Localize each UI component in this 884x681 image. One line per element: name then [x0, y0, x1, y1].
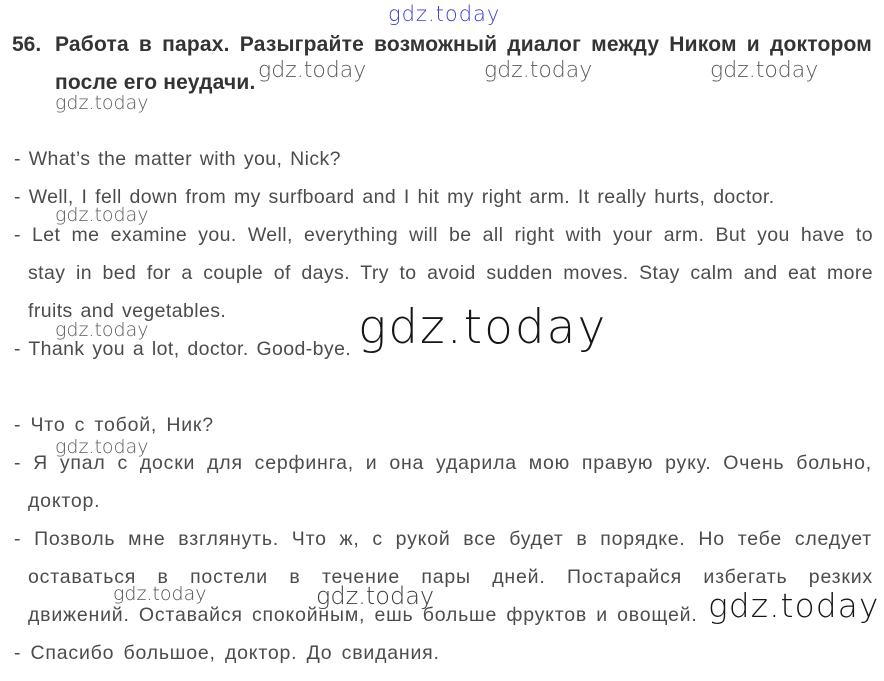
- dialog-en-line-5: fruits and vegetables.: [28, 300, 227, 322]
- dialog-en-line-2: - Well, I fell down from my surfboard and I hit my right arm. It really hurts, doctor.: [14, 186, 775, 208]
- dialog-en-line-4: stay in bed for a couple of days. Try to avoid sudden moves. Stay calm and eat more: [28, 262, 873, 284]
- dialog-ru-line-1: - Что с тобой, Ник?: [14, 414, 214, 436]
- dialog-ru-line-3: доктор.: [28, 490, 101, 512]
- watermark-gdz-today-large-right: gdz.today: [708, 586, 880, 625]
- dialog-ru-line-5: оставаться в постели в течение пары дней. Постарайся избегать резких: [28, 566, 873, 588]
- dialog-ru-line-7: - Спасибо большое, доктор. До свидания.: [14, 642, 440, 664]
- task-number: 56.: [12, 33, 42, 56]
- dialog-ru-line-6: движений. Оставайся спокойным, ешь больше фруктов и овощей.: [28, 604, 698, 626]
- watermark-gdz-today-small-3: gdz.today: [55, 319, 149, 341]
- watermark-gdz-today-top: gdz.today: [388, 2, 501, 26]
- task-title-line-1: Работа в парах. Разыграйте возможный диалог между Ником и доктором: [55, 33, 872, 56]
- watermark-gdz-today-small-2: gdz.today: [55, 204, 149, 226]
- watermark-gdz-today-row-3: gdz.today: [710, 58, 819, 83]
- dialog-en-line-3: - Let me examine you. Well, everything will be all right with your arm. But you have to: [14, 224, 873, 246]
- dialog-ru-line-4: - Позволь мне взглянуть. Что ж, с рукой все будет в порядке. Но тебе следует: [14, 528, 872, 550]
- watermark-gdz-today-row-1: gdz.today: [258, 58, 367, 83]
- dialog-en-line-1: - What’s the matter with you, Nick?: [14, 148, 341, 170]
- watermark-gdz-today-medium: gdz.today: [316, 582, 435, 610]
- watermark-gdz-today-small-4: gdz.today: [55, 436, 149, 458]
- task-title-line-2: после его неудачи.: [55, 71, 256, 94]
- dialog-en-line-6: - Thank you a lot, doctor. Good-bye.: [14, 338, 352, 360]
- watermark-gdz-today-small-5: gdz.today: [113, 583, 207, 605]
- dialog-ru-line-2: - Я упал с доски для серфинга, и она ударила мою правую руку. Очень больно,: [14, 452, 872, 474]
- watermark-gdz-today-row-2: gdz.today: [484, 58, 593, 83]
- watermark-gdz-today-large-center: gdz.today: [358, 300, 608, 355]
- watermark-gdz-today-small-1: gdz.today: [55, 92, 149, 114]
